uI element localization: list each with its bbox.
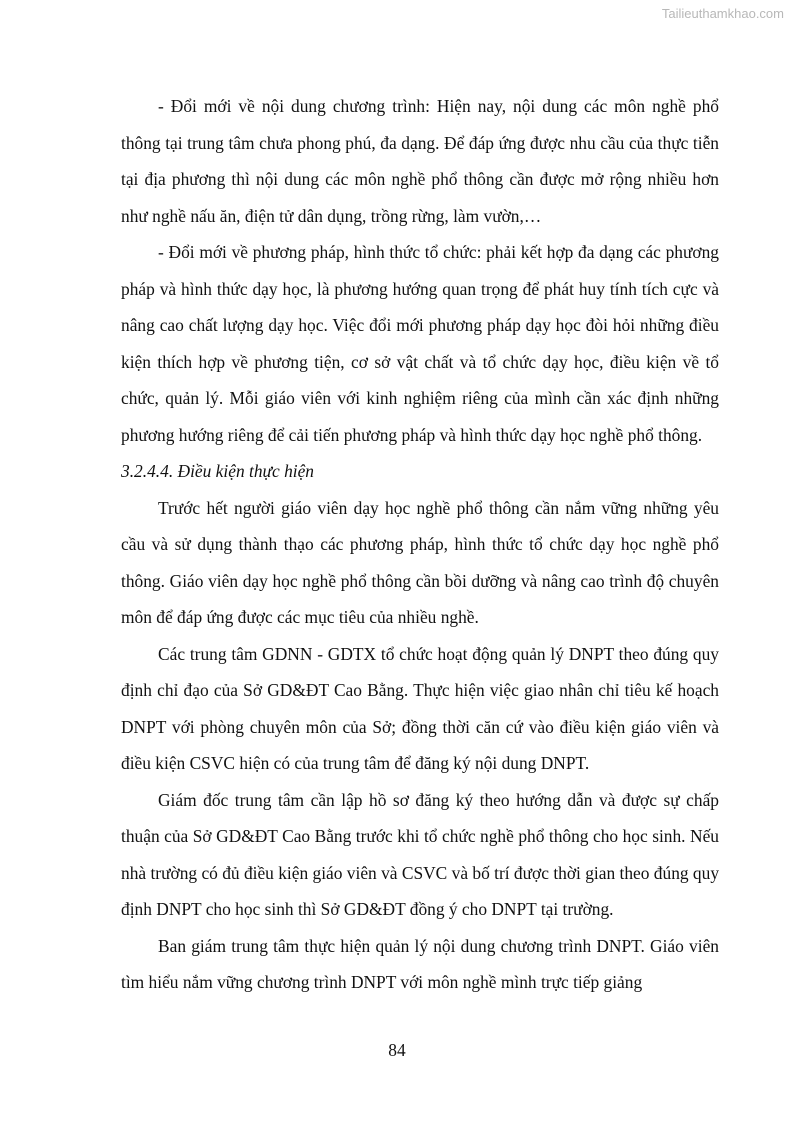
watermark: Tailieuthamkhao.com (661, 6, 784, 21)
paragraph-teacher-requirements: Trước hết người giáo viên dạy học nghề phổ thông cần nắm vững những yêu cầu và sử dụng thành thạo các phương pháp, hình thức tổ chức dạy học nghề phổ thông. Giáo viên dạy học nghề phổ thông cần bồi dưỡng và nâng cao trình độ chuyên môn để đáp ứng được các mục tiêu của nhiều nghề. (121, 497, 719, 627)
paragraph-content-innovation: - Đổi mới về nội dung chương trình: Hiện nay, nội dung các môn nghề phổ thông tại trung tâm chưa phong phú, đa dạng. Để đáp ứng được nhu cầu của thực tiễn tại địa phương thì nội dung các môn nghề phổ thông cần được mở rộng nhiều hơn như nghề nấu ăn, điện tử dân dụng, trồng rừng, làm vườn,… (121, 96, 719, 226)
paragraph-director-registration: Giám đốc trung tâm cần lập hồ sơ đăng ký theo hướng dẫn và được sự chấp thuận của Sở GD&ĐT Cao Bằng trước khi tổ chức nghề phổ thông cho học sinh. Nếu nhà trường có đủ điều kiện giáo viên và CSVC và bố trí được thời gian theo đúng quy định DNPT cho học sinh thì Sở GD&ĐT đồng ý cho DNPT tại trường. (121, 789, 720, 919)
page-number: 84 (388, 1040, 406, 1060)
page-content (121, 88, 719, 1001)
paragraph-method-innovation: - Đổi mới về phương pháp, hình thức tổ chức: phải kết hợp đa dạng các phương pháp và hình thức dạy học, là phương hướng quan trọng để phát huy tính tích cực và nâng cao chất lượng dạy học. Việc đổi mới phương pháp dạy học đòi hỏi những điều kiện thích hợp về phương tiện, cơ sở vật chất và tổ chức dạy học, điều kiện về tổ chức, quản lý. Mỗi giáo viên với kinh nghiệm riêng của mình cần xác định những phương hướng riêng để cải tiến phương pháp và hình thức dạy học nghề phổ thông. (121, 242, 719, 445)
section-heading: 3.2.4.4. Điều kiện thực hiện (121, 461, 315, 481)
paragraph-centers-management: Các trung tâm GDNN - GDTX tổ chức hoạt động quản lý DNPT theo đúng quy định chỉ đạo của Sở GD&ĐT Cao Bằng. Thực hiện việc giao nhân chỉ tiêu kế hoạch DNPT với phòng chuyên môn của Sở; đồng thời căn cứ vào điều kiện giáo viên và điều kiện CSVC hiện có của trung tâm để đăng ký nội dung DNPT. (121, 643, 719, 773)
paragraph-board-management: Ban giám trung tâm thực hiện quản lý nội dung chương trình DNPT. Giáo viên tìm hiểu nắm vững chương trình DNPT với môn nghề mình trực tiếp giảng (121, 935, 719, 992)
